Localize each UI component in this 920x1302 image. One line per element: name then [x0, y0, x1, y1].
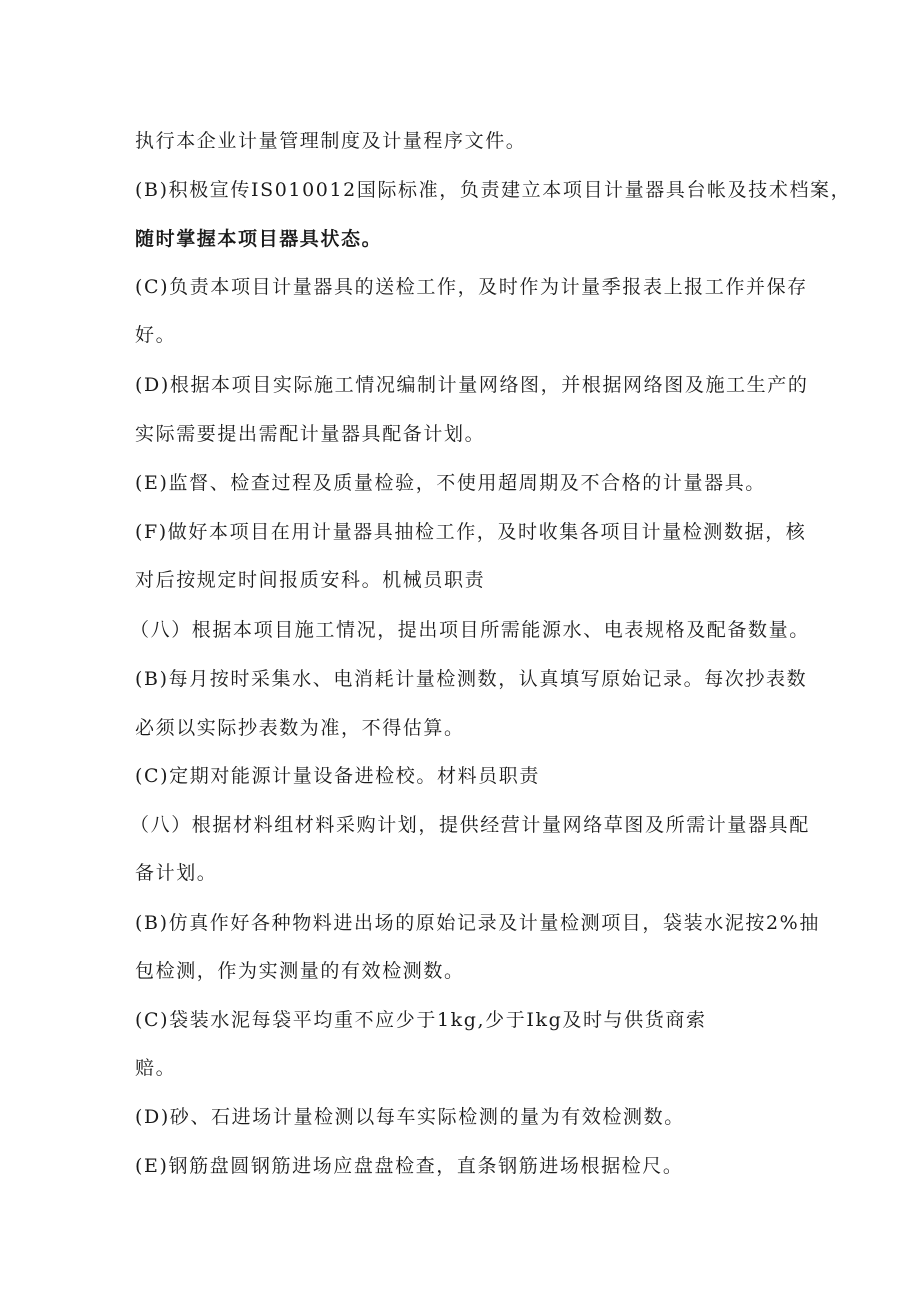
text-line-5: 好。 — [135, 324, 177, 346]
text-line-2: (B)积极宣传IS010012国际标准，负责建立本项目计量器具台帐及技术档案， — [135, 179, 852, 201]
text-line-7: 实际需要提出需配计量器具配备计划。 — [135, 423, 486, 445]
text-line-4: (C)负责本项目计量器具的送检工作，及时作为计量季报表上报工作并保存 — [135, 276, 808, 298]
text-line-6: (D)根据本项目实际施工情况编制计量网络图，并根据网络图及施工生产的 — [135, 374, 809, 396]
text-line-15: （八）根据材料组材料采购计划，提供经营计量网络草图及所需计量器具配 — [130, 814, 810, 836]
text-line-8: (E)监督、检查过程及质量检验，不使用超周期及不合格的计量器具。 — [135, 472, 766, 494]
text-line-1: 执行本企业计量管理制度及计量程序文件。 — [135, 130, 527, 152]
text-line-14: (C)定期对能源计量设备进检校。材料员职责 — [135, 765, 540, 787]
text-line-9: (F)做好本项目在用计量器具抽检工作，及时收集各项目计量检测数据，核 — [135, 521, 807, 543]
text-line-16: 备计划。 — [135, 862, 218, 884]
text-line-22: (E)钢筋盘圆钢筋进场应盘盘检查，直条钢筋进场根据检尺。 — [135, 1155, 684, 1177]
text-line-20: 赔。 — [135, 1057, 177, 1079]
text-line-21: (D)砂、石进场计量检测以每车实际检测的量为有效检测数。 — [135, 1106, 685, 1128]
text-line-13: 必须以实际抄表数为准，不得估算。 — [135, 717, 465, 739]
text-line-18: 包检测，作为实测量的有效检测数。 — [135, 960, 465, 982]
text-line-11: （八）根据本项目施工情况，提出项目所需能源水、电表规格及配备数量。 — [130, 619, 810, 641]
text-line-3: 随时掌握本项目器具状态。 — [135, 228, 383, 250]
text-line-17: (B)仿真作好各种物料进出场的原始记录及计量检测项目，袋装水泥按2%抽 — [135, 912, 820, 934]
text-line-12: (B)每月按时采集水、电消耗计量检测数，认真填写原始记录。每次抄表数 — [135, 668, 808, 690]
text-line-19: (C)袋装水泥每袋平均重不应少于1kg,少于Ikg及时与供货商索 — [135, 1009, 707, 1031]
text-line-10: 对后按规定时间报质安科。机械员职责 — [135, 569, 486, 591]
